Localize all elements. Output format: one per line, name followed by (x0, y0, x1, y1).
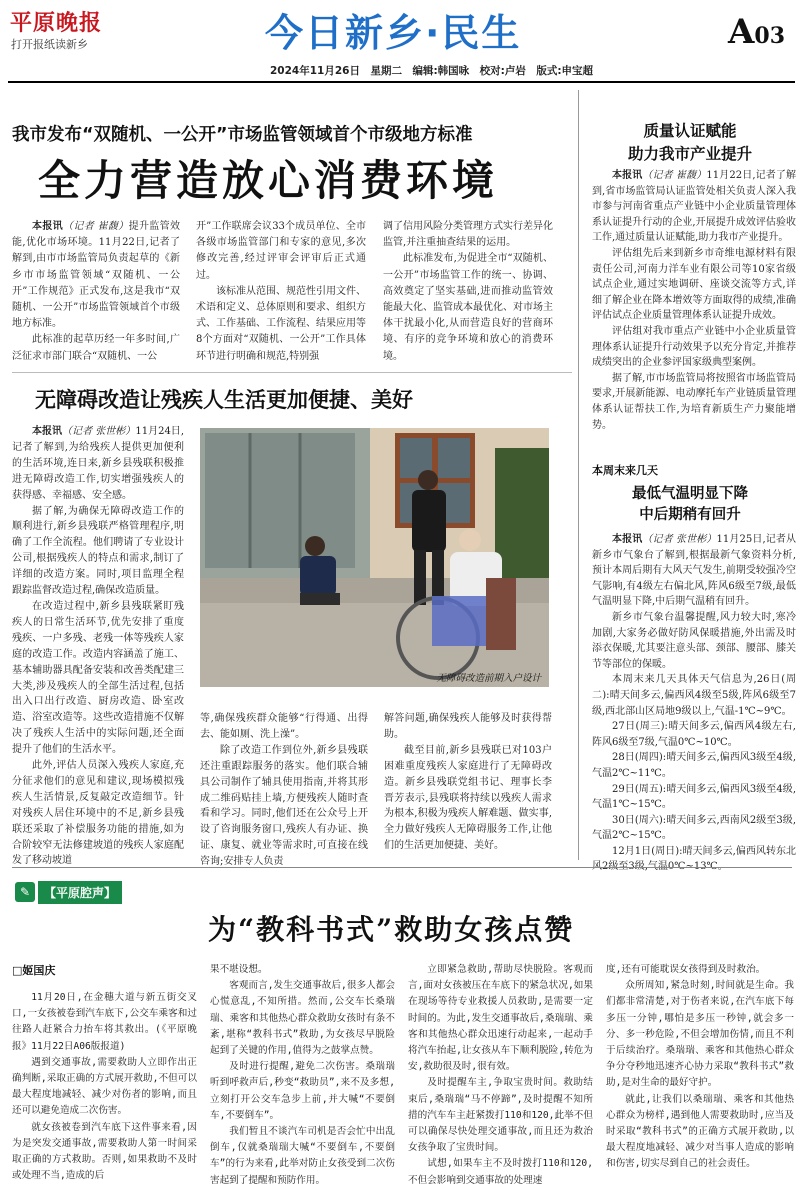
lead-col-1 (12, 219, 180, 364)
sidebar-divider (578, 90, 579, 860)
photo-caption: 无障碍改造前期入户设计 (436, 673, 541, 684)
lead-col-3 (383, 219, 553, 364)
lead-kicker: 我市发布“双随机、一公开”市场监管领域首个市级地方标准 (12, 125, 473, 145)
weather-headline-line2: 中后期稍有回升 (639, 507, 741, 523)
opinion-p5: 客观而言,发生交通事故后,很多人都会心慌意乱,不知所措。然而,公交车长桑瑞瑞、乘客和其他热心群众救助女孩时有条不紊,堪称“教科书式”救助,为女孩尽早脱险起到了关键的作用,值得为之鼓掌点赞。 (210, 980, 395, 1057)
masthead (0, 0, 803, 82)
weather-byline: 本报讯 (612, 534, 643, 545)
weather-headline-line1: 最低气温明显下降 (632, 486, 748, 502)
section-title: 今日新乡·民生 (265, 11, 522, 55)
access-photo (200, 428, 549, 687)
opinion-col-2 (210, 962, 395, 1195)
weather-p5: 28日(周四):晴天间多云,偏西风3级至4级,气温2℃~11℃。 (592, 752, 796, 779)
opinion-column-label: 【平原腔声】 (38, 881, 122, 904)
opinion-p4: 果不堪设想。 (210, 964, 268, 975)
lead-p3: 开”工作联席会议33个成员单位、全市各级市场监管部门和专家的意见,多次修改完善,经过评审会评审后正式通过。 (196, 221, 366, 281)
quality-headline-line1: 质量认证赋能 (643, 122, 737, 140)
opinion-p1: 11月20日,在金穗大道与新五街交叉口,一女孩被卷到汽车底下,公交车乘客和过往路人赶紧合力抬车将其救出。(《平原晚报》11月22日A06版报道) (12, 992, 197, 1052)
access-p1: 11月24日,记者了解到,为给残疾人提供更加便利的生活环境,连日来,新乡县残联积极推进无障碍改造工作,切实增强残疾人的获得感、幸福感、安全感。 (12, 426, 185, 501)
quality-p1: 11月22日,记者了解到,省市场监管局认证监管处相关负责人深入我市参与河南省重点产业链中小企业质量管理体系认证提升行动的企业,开展提升成效评估验收工作,通过质量认证赋能,助力我市产业提升。 (592, 170, 796, 244)
lead-p4: 该标准从范围、规范性引用文件、术语和定义、总体原则和要求、组织方式、工作基础、工作流程、结果应用等8个方面对“双随机、一公开”工作具体环节进行明确和规范,特别强 (196, 285, 366, 362)
weather-kicker: 本周末来几天 (592, 464, 658, 477)
lead-p6: 此标准发布,为促进全市“双随机、一公开”市场监管工作的统一、协调、高效奠定了坚实基础,进而推动监管效能最大化、监管成本最优化、对市场主体干扰最小化,从而营造良好的营商环境、有序的竞争环境和放心的消费环境。 (383, 253, 553, 362)
opinion-author: □姬国庆 (12, 964, 56, 977)
access-reporter: （记者 张世彬） (62, 426, 136, 437)
opinion-col-4 (606, 962, 794, 1195)
quality-headline-line2: 助力我市产业提升 (627, 145, 752, 163)
quality-p4: 据了解,市市场监管局将按照省市场监管局要求,开展新能源、电动摩托车产业链质量管理体系认证帮扶工作,为培育新质生产力聚能增势。 (592, 372, 796, 431)
opinion-p3: 就女孩被卷到汽车底下这件事来看,因为是突发交通事故,需要救助人第一时间采取正确的方式救助。否则,如果救助不及时或处理不当,造成的后 (12, 1121, 197, 1182)
opinion-p13: 就此,让我们以桑瑞瑞、乘客和其他热心群众为榜样,遇到他人需要救助时,应当及时采取“教科书式”的正确方式展开救助,以最大程度地减轻、减少对当事人造成的影响和伤害,切实尽到自己的社会责任。 (606, 1093, 794, 1170)
weather-p6: 29日(周五):晴天间多云,偏西风3级至4级,气温1℃~15℃。 (592, 783, 796, 811)
access-headline: 无障碍改造让残疾人生活更加便捷、美好 (35, 388, 413, 412)
photo-illustration (200, 428, 549, 687)
opinion-p9: 及时提醒车主,争取宝贵时间。救助结束后,桑瑞瑞“马不停蹄”,及时提醒不知所措的汽车车主赶紧拨打110和120,此举不但可以确保尽快处理交通事故,而且还为救治女孩争取了宝贵时间。 (408, 1077, 593, 1154)
lead-p1: 提升监管效能,优化市场环境。11月22日,记者了解到,由市市场监管局负责起草的《新乡市市场监管领域“双随机、一公开”工作规范》正式发布,这是我市“双随机、一公开”市场监管领域首个市级地方标准。 (12, 221, 180, 330)
opinion-p10: 试想,如果车主不及时拨打110和120,不但会影响到交通事故的处理速 (408, 1158, 593, 1186)
lead-reporter: （记者 崔馥） (63, 221, 129, 232)
access-col-1 (12, 424, 185, 867)
weather-p7: 30日(周六):晴天间多云,西南风2级至3级,气温2℃~15℃。 (592, 814, 796, 842)
masthead-rule (8, 81, 795, 83)
lead-col-2 (196, 219, 366, 364)
newspaper-logo: 平原晚报 (10, 10, 103, 36)
opinion-label (15, 880, 122, 904)
quality-headline (585, 120, 795, 166)
weather-reporter: （记者 张世彬） (642, 534, 717, 545)
opinion-col-3 (408, 962, 593, 1195)
access-p3: 在改造过程中,新乡县残联紧盯残疾人的日常生活环节,优先安排了重度残疾、一户多残、老残一体等残疾人家庭的改造工作。改造内容涵盖了施工、基本辅助器具配备安装和改善类配建三大类,涉及残疾人的全部生活过程,包括出入口出行改造、厨房改造、卧室改造、浴室改造等。这些改造措施不仅解决了残疾人生活中的实际问题,还全面提升了他们的生活水平。 (12, 600, 184, 756)
opinion-p7: 我们暂且不谈汽车司机是否会忙中出乱倒车,仅就桑瑞瑞大喊“不要倒车,不要倒车”的行为来看,此举对防止女孩受到二次伤害起到了提醒和预防作用。 (210, 1126, 395, 1186)
lead-p5: 调了信用风险分类管理方式实行差异化监管,并注重抽查结果的运用。 (383, 221, 553, 249)
weather-body (592, 532, 797, 873)
opinion-label-icon: ✎ (15, 882, 35, 902)
page-letter: A (728, 12, 755, 52)
opinion-p11: 度,还有可能耽误女孩得到及时救治。 (606, 964, 766, 975)
opinion-p2: 遇到交通事故,需要救助人立即作出正确判断,采取正确的方式展开救助,不但可以最大程度地减轻、减少对伤者的影响,而且还可以避免造成二次伤害。 (12, 1056, 197, 1117)
opinion-p6: 及时进行提醒,避免二次伤害。桑瑞瑞听到呼救声后,秒变“救助员”,来不及多想,立刻打开公交车急步上前,并大喊“不要倒车,不要倒车”。 (210, 1061, 395, 1121)
opinion-p12: 众所周知,紧急时刻,时间就是生命。我们都非常清楚,对于伤者来说,在汽车底下每多压一分钟,哪怕是多压一秒钟,就会多一分、多一秒危险,不但会增加伤情,而且不利于后续治疗。桑瑞瑞、乘客和其他热心群众争分夺秒地迅速齐心协力采取“教科书式”救助,是对生命的最好守护。 (606, 980, 794, 1089)
access-byline: 本报讯 (32, 426, 63, 437)
weather-p4: 27日(周三):晴天间多云,偏西风4级左右,阵风6级至7级,气温0℃~10℃。 (592, 721, 796, 748)
access-p4: 此外,评估人员深入残疾人家庭,充分征求他们的意见和建议,现场模拟残疾人生活情景,反复敲定改造细节。针对残疾人居住环境中的不足,新乡县残联还采取了补偿服务功能的措施,如为合阶较窄无法修建坡道的残疾人家庭配发了移动坡道 (12, 760, 184, 867)
info-line: 2024年11月26日 星期二 编辑:韩国咏 校对:卢岩 版式:申宝超 (270, 65, 594, 77)
access-p5: 等,确保残疾群众能够“行得通、出得去、能如厕、洗上澡”。 (200, 713, 368, 740)
quality-p2: 评估组先后来到新乡市奇维电源材料有限责任公司,河南力洋车业有限公司等10家省级试点企业,通过实地调研、座谈交流等方式,详细了解企业在降本增效等方面取得的成绩,准确评估试点企业质量管理体系认证提升成效。 (592, 247, 796, 322)
weather-p1: 11月25日,记者从新乡市气象台了解到,根据最新气象资料分析,预计本周后期有大风天气发生,前期受较强冷空气影响,有4级左右偏北风,阵风6级至7级,最低气温明显下降,中后期气温稍有回升。 (592, 534, 797, 608)
lead-headline: 全力营造放心消费环境 (38, 156, 499, 205)
lead-p2: 此标准的起草历经一年多时间,广泛征求市部门联合“双随机、一公 (12, 334, 180, 362)
access-p8: 截至目前,新乡县残联已对103户困难重度残疾人家庭进行了无障碍改造。新乡县残联党组书记、理事长李晋芳表示,县残联将持续以残疾人需求为根本,积极为残疾人解难题、做实事,全力做好残疾人无障碍服务工作,让他们的生活更加便捷、美好。 (384, 744, 552, 852)
weather-p3: 本周末来几天具体天气信息为,26日(周二):晴天间多云,偏西风4级至5级,阵风6级至7级,西北部山区局地9级以上,气温-1℃~9℃。 (592, 674, 796, 717)
logo-slogan: 打开报纸读新乡 (11, 38, 88, 51)
page-number (728, 12, 785, 52)
opinion-p8: 立即紧急救助,帮助尽快脱险。客观而言,面对女孩被压在车底下的紧急状况,如果在现场等待专业救援人员救助,是需要一定时间的。为此,发生交通事故后,桑瑞瑞、乘客和其他热心群众迅速行动起来,一起动手将汽车抬起,让女孩从车下顺利脱险,转危为安,救助很及时,很有效。 (408, 964, 593, 1073)
page-digits: 03 (754, 23, 786, 49)
weather-p8: 12月1日(周日):晴天间多云,偏西风转东北风2级至3级,气温0℃~13℃。 (592, 845, 796, 873)
opinion-headline: 为“教科书式”救助女孩点赞 (208, 913, 575, 946)
access-col-2 (200, 711, 368, 868)
access-p6: 除了改造工作到位外,新乡县残联还注重跟踪服务的落实。他们联合辅具公司制作了辅具使用指南,并将其形成二维码贴挂上墙,方便残疾人随时查看和学习。同时,他们还在公众号上开设了咨询服务窗口,残疾人有办证、换证、康复、就业等需求时,可直接在线咨询;安排专人负责 (200, 744, 368, 868)
quality-reporter: （记者 崔馥） (642, 170, 707, 181)
weather-p2: 新乡市气象台温馨提醒,风力较大时,寒冷加剧,大家务必做好防风保暖措施,外出需及时添衣保暖,尤其要注意头部、颈部、腰部、膝关节等部位的保暖。 (592, 611, 796, 670)
lead-byline: 本报讯 (32, 221, 64, 232)
quality-body (592, 168, 796, 450)
quality-p3: 评估组对我市重点产业链中小企业质量管理体系认证提升行动效果予以充分肯定,并推荐成绩突出的企业参评国家级典型案例。 (592, 325, 796, 369)
opinion-top-rule (12, 867, 792, 868)
weather-headline (585, 484, 795, 526)
quality-byline: 本报讯 (612, 170, 643, 181)
lead-bottom-rule (12, 372, 572, 373)
opinion-col-1 (12, 990, 197, 1195)
access-p7: 解答问题,确保残疾人能够及时获得帮助。 (384, 713, 552, 740)
access-col-3 (384, 711, 552, 861)
access-p2: 据了解,为确保无障碍改造工作的顺利进行,新乡县残联严格管理程序,明确了工作全流程。他们聘请了专业设计公司,根据残疾人的特点和需求,制订了详细的改造方案。同时,项目监理全程跟踪监督改造过程,确保改造质量。 (12, 505, 184, 597)
